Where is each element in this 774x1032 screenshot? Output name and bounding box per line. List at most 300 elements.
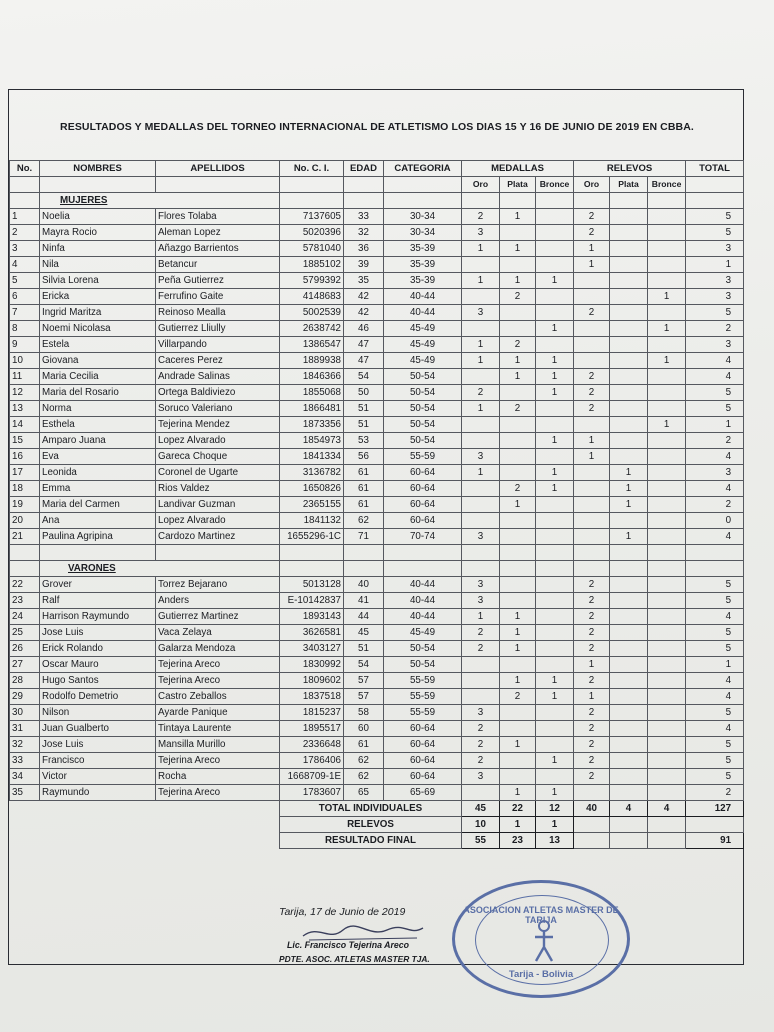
cell-bronce <box>536 337 574 353</box>
cell-bronce: 1 <box>536 321 574 337</box>
cell-r-bronce <box>648 449 686 465</box>
cell-nombre: Jose Luis <box>40 737 156 753</box>
totals-relevos-bronce: 1 <box>536 817 574 833</box>
cell-r-oro: 2 <box>574 737 610 753</box>
cell-nombre: Juan Gualberto <box>40 721 156 737</box>
cell-cat: 40-44 <box>384 305 462 321</box>
cell-ci: 1846366 <box>280 369 344 385</box>
header-apellidos: APELLIDOS <box>156 161 280 177</box>
cell-oro <box>462 257 500 273</box>
cell-r-bronce <box>648 465 686 481</box>
cell-ci: 1783607 <box>280 785 344 801</box>
cell-r-plata <box>610 417 648 433</box>
cell-r-bronce <box>648 209 686 225</box>
cell-nombre: Rodolfo Demetrio <box>40 689 156 705</box>
cell-nombre: Ralf <box>40 593 156 609</box>
cell-cat: 50-54 <box>384 657 462 673</box>
cell-r-plata <box>610 609 648 625</box>
cell-plata <box>500 449 536 465</box>
cell-total: 4 <box>686 369 744 385</box>
footer-role: PDTE. ASOC. ATLETAS MASTER TJA. <box>279 954 430 964</box>
athlete-row <box>10 593 744 609</box>
cell-ci: 3626581 <box>280 625 344 641</box>
cell-r-bronce <box>648 257 686 273</box>
cell-cat: 60-64 <box>384 497 462 513</box>
cell-apellido: Gareca Choque <box>156 449 280 465</box>
cell-r-plata: 1 <box>610 481 648 497</box>
cell-nombre: Grover <box>40 577 156 593</box>
cell-r-plata <box>610 369 648 385</box>
cell-total: 5 <box>686 705 744 721</box>
cell-bronce <box>536 417 574 433</box>
cell-apellido: Landivar Guzman <box>156 497 280 513</box>
cell-nombre: Hugo Santos <box>40 673 156 689</box>
cell-oro: 2 <box>462 209 500 225</box>
cell-total: 3 <box>686 273 744 289</box>
cell-r-plata: 1 <box>610 497 648 513</box>
cell-bronce: 1 <box>536 785 574 801</box>
cell-r-bronce: 1 <box>648 321 686 337</box>
header-nombres: NOMBRES <box>40 161 156 177</box>
cell-apellido: Rocha <box>156 769 280 785</box>
cell-no: 16 <box>10 449 40 465</box>
cell-r-bronce <box>648 737 686 753</box>
cell-r-oro: 1 <box>574 449 610 465</box>
athlete-row <box>10 321 744 337</box>
header-relevos: RELEVOS <box>574 161 686 177</box>
cell-total: 2 <box>686 321 744 337</box>
cell-r-bronce <box>648 337 686 353</box>
cell-bronce <box>536 721 574 737</box>
cell-oro: 2 <box>462 737 500 753</box>
header-categoria: CATEGORIA <box>384 161 462 177</box>
cell-r-plata <box>610 689 648 705</box>
header-ci: No. C. I. <box>280 161 344 177</box>
cell-r-plata <box>610 353 648 369</box>
cell-total: 4 <box>686 673 744 689</box>
cell-r-bronce <box>648 673 686 689</box>
cell-r-bronce: 1 <box>648 417 686 433</box>
cell-no: 30 <box>10 705 40 721</box>
totals-label-relevos: RELEVOS <box>280 817 462 833</box>
cell-ci: 3403127 <box>280 641 344 657</box>
cell-r-plata: 1 <box>610 529 648 545</box>
cell-oro: 3 <box>462 577 500 593</box>
totals-final-bronce: 13 <box>536 833 574 849</box>
totals-individuales-r-plata: 4 <box>610 801 648 817</box>
cell-apellido: Tejerina Mendez <box>156 417 280 433</box>
athlete-row <box>10 721 744 737</box>
cell-cat: 50-54 <box>384 641 462 657</box>
cell-r-oro <box>574 273 610 289</box>
cell-cat: 40-44 <box>384 609 462 625</box>
cell-r-plata <box>610 721 648 737</box>
cell-plata <box>500 385 536 401</box>
header-bronce: Bronce <box>536 177 574 193</box>
cell-oro <box>462 657 500 673</box>
cell-r-oro: 2 <box>574 369 610 385</box>
cell-r-oro: 2 <box>574 577 610 593</box>
cell-oro: 1 <box>462 609 500 625</box>
cell-oro: 3 <box>462 529 500 545</box>
cell-r-bronce: 1 <box>648 353 686 369</box>
athlete-row <box>10 481 744 497</box>
cell-no: 7 <box>10 305 40 321</box>
cell-r-plata <box>610 241 648 257</box>
cell-r-plata <box>610 785 648 801</box>
cell-oro <box>462 689 500 705</box>
cell-oro: 1 <box>462 241 500 257</box>
cell-total: 5 <box>686 769 744 785</box>
cell-nombre: Maria del Rosario <box>40 385 156 401</box>
cell-plata <box>500 529 536 545</box>
cell-bronce <box>536 641 574 657</box>
section-varones: VARONES <box>40 561 280 577</box>
cell-edad: 32 <box>344 225 384 241</box>
cell-plata: 1 <box>500 737 536 753</box>
cell-total: 5 <box>686 625 744 641</box>
cell-apellido: Gutierrez Martinez <box>156 609 280 625</box>
cell-cat: 55-59 <box>384 449 462 465</box>
cell-total: 3 <box>686 465 744 481</box>
totals-final-plata: 23 <box>500 833 536 849</box>
cell-apellido: Villarpando <box>156 337 280 353</box>
cell-no: 9 <box>10 337 40 353</box>
cell-cat: 70-74 <box>384 529 462 545</box>
cell-apellido: Ferrufino Gaite <box>156 289 280 305</box>
cell-r-bronce <box>648 481 686 497</box>
cell-plata <box>500 465 536 481</box>
cell-r-bronce <box>648 497 686 513</box>
cell-total: 5 <box>686 305 744 321</box>
cell-r-plata <box>610 401 648 417</box>
cell-ci: 1650826 <box>280 481 344 497</box>
subheader-row <box>10 177 744 193</box>
cell-edad: 51 <box>344 641 384 657</box>
cell-r-oro: 2 <box>574 641 610 657</box>
cell-total: 4 <box>686 721 744 737</box>
athlete-row <box>10 785 744 801</box>
cell-r-bronce: 1 <box>648 289 686 305</box>
cell-apellido: Coronel de Ugarte <box>156 465 280 481</box>
cell-r-bronce <box>648 625 686 641</box>
cell-oro <box>462 417 500 433</box>
cell-no: 19 <box>10 497 40 513</box>
cell-oro <box>462 497 500 513</box>
cell-plata <box>500 657 536 673</box>
cell-r-oro: 1 <box>574 657 610 673</box>
cell-r-plata <box>610 705 648 721</box>
cell-r-oro <box>574 465 610 481</box>
cell-r-oro: 1 <box>574 257 610 273</box>
cell-oro: 2 <box>462 385 500 401</box>
cell-r-oro: 2 <box>574 625 610 641</box>
cell-oro <box>462 369 500 385</box>
cell-total: 5 <box>686 577 744 593</box>
cell-r-oro: 2 <box>574 769 610 785</box>
cell-apellido: Lopez Alvarado <box>156 513 280 529</box>
cell-r-bronce <box>648 305 686 321</box>
cell-bronce <box>536 449 574 465</box>
cell-cat: 35-39 <box>384 273 462 289</box>
cell-no: 29 <box>10 689 40 705</box>
cell-total: 3 <box>686 241 744 257</box>
cell-bronce: 1 <box>536 673 574 689</box>
stamp-bottom-text: Tarija - Bolivia <box>508 969 574 980</box>
cell-cat: 45-49 <box>384 625 462 641</box>
cell-r-oro <box>574 513 610 529</box>
cell-cat: 50-54 <box>384 369 462 385</box>
cell-no: 23 <box>10 593 40 609</box>
cell-bronce <box>536 225 574 241</box>
cell-edad: 33 <box>344 209 384 225</box>
athlete-row <box>10 513 744 529</box>
cell-r-plata <box>610 625 648 641</box>
cell-apellido: Mansilla Murillo <box>156 737 280 753</box>
cell-nombre: Paulina Agripina <box>40 529 156 545</box>
runner-emblem-icon <box>529 919 559 963</box>
cell-oro: 3 <box>462 305 500 321</box>
cell-nombre: Maria del Carmen <box>40 497 156 513</box>
cell-apellido: Ortega Baldiviezo <box>156 385 280 401</box>
cell-r-bronce <box>648 785 686 801</box>
cell-r-oro <box>574 529 610 545</box>
cell-nombre: Emma <box>40 481 156 497</box>
cell-r-oro <box>574 481 610 497</box>
document-title: RESULTADOS Y MEDALLAS DEL TORNEO INTERNACIONAL DE ATLETISMO LOS DIAS 15 Y 16 DE JUNIO DE 2019 EN CBBA. <box>60 121 694 133</box>
cell-total: 1 <box>686 657 744 673</box>
cell-r-plata <box>610 657 648 673</box>
cell-nombre: Eva <box>40 449 156 465</box>
athlete-row <box>10 673 744 689</box>
header-relevos-plata: Plata <box>610 177 648 193</box>
cell-ci: 1830992 <box>280 657 344 673</box>
cell-edad: 46 <box>344 321 384 337</box>
cell-edad: 57 <box>344 673 384 689</box>
athlete-row <box>10 273 744 289</box>
cell-no: 8 <box>10 321 40 337</box>
cell-nombre: Ninfa <box>40 241 156 257</box>
cell-total: 2 <box>686 497 744 513</box>
totals-relevos-plata: 1 <box>500 817 536 833</box>
cell-cat: 60-64 <box>384 737 462 753</box>
cell-plata: 2 <box>500 337 536 353</box>
cell-r-plata <box>610 673 648 689</box>
cell-edad: 61 <box>344 737 384 753</box>
cell-cat: 65-69 <box>384 785 462 801</box>
cell-nombre: Erick Rolando <box>40 641 156 657</box>
cell-r-bronce <box>648 593 686 609</box>
cell-total: 5 <box>686 209 744 225</box>
cell-cat: 60-64 <box>384 721 462 737</box>
athlete-row <box>10 209 744 225</box>
cell-r-oro <box>574 321 610 337</box>
cell-bronce: 1 <box>536 353 574 369</box>
cell-edad: 62 <box>344 753 384 769</box>
cell-r-oro: 2 <box>574 721 610 737</box>
cell-r-oro: 2 <box>574 305 610 321</box>
cell-edad: 36 <box>344 241 384 257</box>
cell-bronce <box>536 705 574 721</box>
cell-plata <box>500 417 536 433</box>
cell-oro <box>462 289 500 305</box>
cell-r-oro <box>574 353 610 369</box>
cell-apellido: Peña Gutierrez <box>156 273 280 289</box>
cell-apellido: Tejerina Areco <box>156 657 280 673</box>
athlete-row <box>10 353 744 369</box>
cell-bronce <box>536 305 574 321</box>
header-plata: Plata <box>500 177 536 193</box>
cell-bronce: 1 <box>536 465 574 481</box>
cell-r-plata <box>610 449 648 465</box>
cell-cat: 35-39 <box>384 257 462 273</box>
cell-plata: 1 <box>500 641 536 657</box>
cell-r-plata <box>610 737 648 753</box>
cell-edad: 61 <box>344 481 384 497</box>
cell-r-oro: 2 <box>574 385 610 401</box>
cell-bronce <box>536 401 574 417</box>
cell-r-oro <box>574 417 610 433</box>
cell-no: 2 <box>10 225 40 241</box>
cell-nombre: Francisco <box>40 753 156 769</box>
cell-no: 24 <box>10 609 40 625</box>
athlete-row <box>10 433 744 449</box>
cell-ci: 4148683 <box>280 289 344 305</box>
cell-ci: 3136782 <box>280 465 344 481</box>
cell-plata: 1 <box>500 673 536 689</box>
cell-apellido: Castro Zeballos <box>156 689 280 705</box>
cell-apellido: Andrade Salinas <box>156 369 280 385</box>
cell-edad: 44 <box>344 609 384 625</box>
cell-bronce <box>536 209 574 225</box>
cell-r-bronce <box>648 241 686 257</box>
header-medallas: MEDALLAS <box>462 161 574 177</box>
cell-edad: 42 <box>344 305 384 321</box>
cell-edad: 56 <box>344 449 384 465</box>
cell-edad: 45 <box>344 625 384 641</box>
cell-apellido: Tintaya Laurente <box>156 721 280 737</box>
cell-edad: 62 <box>344 769 384 785</box>
athlete-row <box>10 401 744 417</box>
cell-total: 5 <box>686 593 744 609</box>
cell-r-bronce <box>648 641 686 657</box>
cell-ci: 1873356 <box>280 417 344 433</box>
cell-total: 5 <box>686 401 744 417</box>
cell-cat: 35-39 <box>384 241 462 257</box>
cell-nombre: Silvia Lorena <box>40 273 156 289</box>
cell-r-oro <box>574 289 610 305</box>
cell-ci: 1837518 <box>280 689 344 705</box>
cell-ci: 1841334 <box>280 449 344 465</box>
cell-nombre: Mayra Rocio <box>40 225 156 241</box>
cell-edad: 62 <box>344 513 384 529</box>
cell-no: 20 <box>10 513 40 529</box>
cell-total: 5 <box>686 753 744 769</box>
header-edad: EDAD <box>344 161 384 177</box>
cell-plata: 1 <box>500 209 536 225</box>
cell-total: 3 <box>686 337 744 353</box>
cell-no: 17 <box>10 465 40 481</box>
header-row <box>10 161 744 177</box>
section-mujeres: MUJERES <box>40 193 280 209</box>
cell-apellido: Anders <box>156 593 280 609</box>
totals-individuales-oro: 45 <box>462 801 500 817</box>
cell-r-plata <box>610 385 648 401</box>
cell-plata <box>500 433 536 449</box>
cell-r-oro <box>574 785 610 801</box>
footer-name: Lic. Francisco Tejerina Areco <box>287 940 410 950</box>
cell-edad: 71 <box>344 529 384 545</box>
cell-r-bronce <box>648 385 686 401</box>
athlete-row <box>10 769 744 785</box>
totals-label-final: RESULTADO FINAL <box>280 833 462 849</box>
cell-apellido: Galarza Mendoza <box>156 641 280 657</box>
cell-nombre: Nilson <box>40 705 156 721</box>
cell-oro: 2 <box>462 625 500 641</box>
cell-total: 2 <box>686 785 744 801</box>
cell-r-oro: 1 <box>574 433 610 449</box>
cell-ci: 1889938 <box>280 353 344 369</box>
cell-apellido: Aleman Lopez <box>156 225 280 241</box>
cell-plata <box>500 769 536 785</box>
cell-apellido: Betancur <box>156 257 280 273</box>
cell-r-plata <box>610 225 648 241</box>
cell-cat: 30-34 <box>384 209 462 225</box>
cell-bronce <box>536 593 574 609</box>
cell-edad: 50 <box>344 385 384 401</box>
cell-r-bronce <box>648 721 686 737</box>
cell-total: 1 <box>686 417 744 433</box>
cell-plata <box>500 593 536 609</box>
cell-plata: 1 <box>500 273 536 289</box>
cell-bronce <box>536 577 574 593</box>
cell-ci: 5781040 <box>280 241 344 257</box>
totals-final-oro: 55 <box>462 833 500 849</box>
cell-r-bronce <box>648 513 686 529</box>
cell-cat: 40-44 <box>384 593 462 609</box>
athlete-row <box>10 641 744 657</box>
cell-r-plata <box>610 209 648 225</box>
cell-nombre: Raymundo <box>40 785 156 801</box>
cell-ci: 1655296-1C <box>280 529 344 545</box>
cell-cat: 50-54 <box>384 401 462 417</box>
athlete-row <box>10 497 744 513</box>
cell-apellido: Torrez Bejarano <box>156 577 280 593</box>
cell-cat: 50-54 <box>384 417 462 433</box>
cell-apellido: Añazgo Barrientos <box>156 241 280 257</box>
cell-oro <box>462 513 500 529</box>
totals-individuales-r-bronce: 4 <box>648 801 686 817</box>
cell-oro: 2 <box>462 753 500 769</box>
cell-no: 11 <box>10 369 40 385</box>
cell-edad: 54 <box>344 657 384 673</box>
cell-no: 4 <box>10 257 40 273</box>
cell-r-bronce <box>648 769 686 785</box>
cell-edad: 54 <box>344 369 384 385</box>
cell-r-oro: 2 <box>574 753 610 769</box>
cell-no: 32 <box>10 737 40 753</box>
cell-edad: 35 <box>344 273 384 289</box>
cell-plata: 2 <box>500 481 536 497</box>
athlete-row <box>10 305 744 321</box>
cell-bronce <box>536 625 574 641</box>
cell-apellido: Gutierrez Lliully <box>156 321 280 337</box>
cell-no: 27 <box>10 657 40 673</box>
totals-relevos-oro: 10 <box>462 817 500 833</box>
cell-cat: 45-49 <box>384 353 462 369</box>
athlete-row <box>10 449 744 465</box>
athlete-row <box>10 689 744 705</box>
